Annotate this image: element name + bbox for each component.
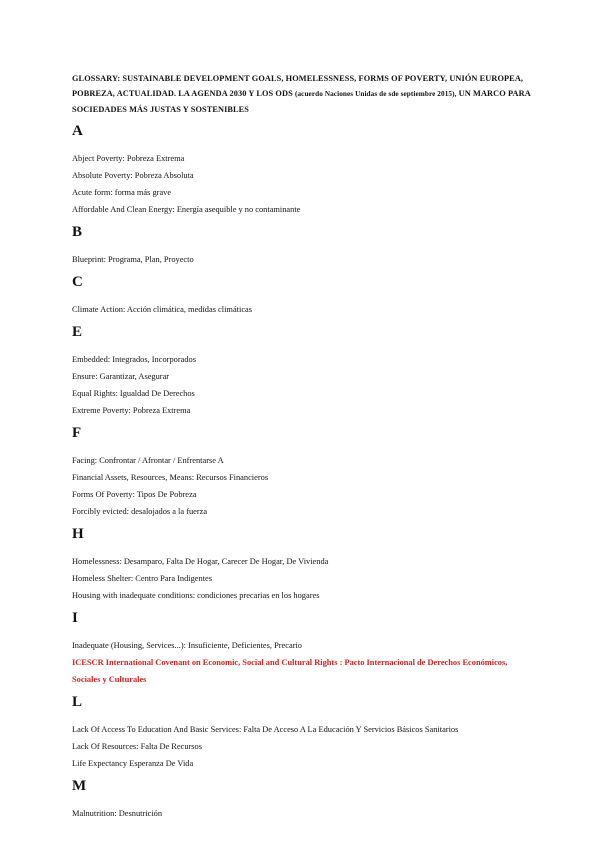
glossary-title bbox=[72, 71, 532, 117]
section-letter: M bbox=[72, 778, 87, 794]
section-e bbox=[72, 323, 532, 419]
glossary-entry: Extreme Poverty: Pobreza Extrema bbox=[72, 406, 191, 415]
section-letter: B bbox=[72, 224, 83, 240]
section-l bbox=[72, 693, 532, 772]
section-c bbox=[72, 273, 532, 318]
glossary-entry: Malnutrition: Desnutrición bbox=[72, 809, 163, 818]
section-letter: L bbox=[72, 694, 83, 710]
title-tail: UN MARCO PARA SOCIEDADES MÁS JUSTAS Y SOSTENIBLES bbox=[72, 89, 531, 114]
glossary-entry: Equal Rights: Igualdad De Derechos bbox=[72, 389, 195, 398]
section-letter: F bbox=[72, 425, 82, 441]
glossary-entry: Inadequate (Housing, Services...): Insuficiente, Deficientes, Precario bbox=[72, 641, 302, 650]
glossary-entry: Forcibly evicted: desalojados a la fuerza bbox=[72, 507, 208, 516]
glossary-entry: Homelessness: Desamparo, Falta De Hogar, Carecer De Hogar, De Vivienda bbox=[72, 557, 329, 566]
section-letter: C bbox=[72, 274, 83, 290]
highlighted-entry: ICESCR International Covenant on Economic, Social and Cultural Rights : Pacto Internacional de Derechos Económicos, Sociales y Culturales bbox=[72, 658, 508, 684]
section-i bbox=[72, 609, 532, 688]
glossary-entry: Forms Of Poverty: Tipos De Pobreza bbox=[72, 490, 197, 499]
section-letter: H bbox=[72, 526, 84, 542]
section-letter: I bbox=[72, 610, 78, 626]
glossary-entry: Lack Of Resources: Falta De Recursos bbox=[72, 742, 203, 751]
section-h bbox=[72, 525, 532, 604]
glossary-entry: Climate Action: Acción climática, medidas climáticas bbox=[72, 305, 253, 314]
section-letter: E bbox=[72, 324, 83, 340]
glossary-entry: Absolute Poverty: Pobreza Absoluta bbox=[72, 171, 194, 180]
glossary-entry: Blueprint: Programa, Plan, Proyecto bbox=[72, 255, 194, 264]
glossary-entry: Homeless Shelter: Centro Para Indigentes bbox=[72, 574, 213, 583]
section-f bbox=[72, 424, 532, 520]
section-a bbox=[72, 122, 532, 218]
glossary-entry: Housing with inadequate conditions: condiciones precarias en los hogares bbox=[72, 591, 320, 600]
glossary-entry: Acute form: forma más grave bbox=[72, 188, 172, 197]
glossary-entry: Lack Of Access To Education And Basic Services: Falta De Acceso A La Educación Y Servicios Básicos Sanitarios bbox=[72, 725, 459, 734]
glossary-entry: Financial Assets, Resources, Means: Recursos Financieros bbox=[72, 473, 269, 482]
glossary-page bbox=[72, 71, 532, 826]
section-b bbox=[72, 223, 532, 268]
title-main: GLOSSARY: SUSTAINABLE DEVELOPMENT GOALS, HOMELESSNESS, FORMS OF POVERTY, UNIÓN EUROPEA, POBREZA, ACTUALIDAD. LA AGENDA 2030 Y LOS ODS bbox=[72, 74, 524, 98]
glossary-entry: Embedded: Integrados, Incorporados bbox=[72, 355, 196, 364]
glossary-entry: Abject Poverty: Pobreza Extrema bbox=[72, 154, 185, 163]
glossary-entry: Ensure: Garantizar, Asegurar bbox=[72, 372, 170, 381]
title-sub: (acuerdo Naciones Unidas de sde septiembre 2015), bbox=[294, 90, 457, 98]
glossary-entry: Affordable And Clean Energy: Energía asequible y no contaminante bbox=[72, 205, 301, 214]
section-m bbox=[72, 777, 532, 822]
section-letter: A bbox=[72, 123, 83, 139]
glossary-entry: Life Expectancy Esperanza De Vida bbox=[72, 759, 194, 768]
glossary-entry: Facing: Confrontar / Afrontar / Enfrentarse A bbox=[72, 456, 224, 465]
